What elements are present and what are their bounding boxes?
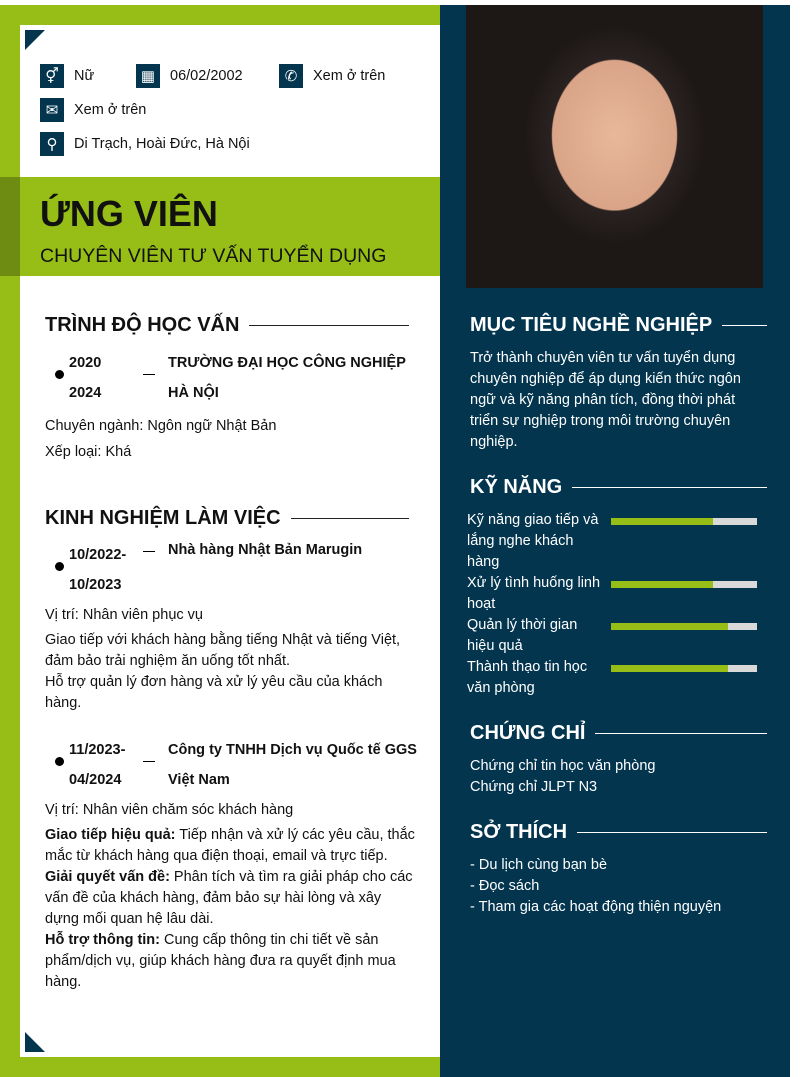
skills-list	[467, 510, 757, 699]
certificate-item: Chứng chỉ tin học văn phòng	[470, 758, 656, 774]
corner-decoration	[25, 1032, 45, 1052]
job-dates	[69, 735, 125, 795]
hobbies-list	[470, 855, 721, 918]
skill-bar-fill	[611, 518, 713, 525]
school-line: HÀ NỘI	[168, 385, 219, 401]
grade: Xếp loại: Khá	[45, 444, 132, 460]
phone-icon: ✆	[279, 64, 303, 88]
company-line: Công ty TNHH Dịch vụ Quốc tế GGS	[168, 742, 417, 758]
hobby-item: - Tham gia các hoạt động thiện nguyện	[470, 899, 722, 915]
education-title: TRÌNH ĐỘ HỌC VẤN	[45, 314, 240, 336]
hobby-item: - Du lịch cùng bạn bè	[470, 857, 608, 873]
school-line: TRƯỜNG ĐẠI HỌC CÔNG NGHIỆP	[168, 355, 406, 371]
job-item	[45, 825, 415, 867]
start-date: 2020	[69, 355, 102, 371]
contact-gender	[40, 64, 94, 88]
gender-icon: ⚥	[40, 64, 64, 88]
skill-item	[467, 657, 757, 699]
job-details	[45, 605, 415, 714]
item-text: Tiếp nhận và xử lý các yêu cầu, thắc mắc từ khách hàng qua điện thoại, email và trực tiếp.	[45, 827, 415, 864]
skill-bar-fill	[611, 665, 728, 672]
skill-bar	[611, 665, 757, 672]
school-name	[168, 348, 406, 408]
certificates-list	[470, 756, 655, 798]
hobby-item: - Đọc sách	[470, 878, 540, 894]
education-heading	[45, 314, 409, 337]
end-date: 2024	[69, 385, 102, 401]
skill-bar	[611, 518, 757, 525]
skill-label: Quản lý thời gian hiệu quả	[467, 617, 578, 654]
education-details	[45, 413, 276, 465]
hobbies-heading	[470, 821, 767, 844]
dash	[143, 374, 155, 375]
dash	[143, 761, 155, 762]
location-pin-icon: ⚲	[40, 132, 64, 156]
contact-phone	[279, 64, 385, 88]
objective-title: MỤC TIÊU NGHỀ NGHIỆP	[470, 314, 713, 336]
skill-bar-fill	[611, 581, 713, 588]
skill-bar-fill	[611, 623, 728, 630]
skills-heading	[470, 476, 767, 499]
divider	[249, 325, 409, 326]
divider	[722, 325, 767, 326]
certificate-item: Chứng chỉ JLPT N3	[470, 779, 598, 795]
certificates-heading	[470, 722, 767, 745]
email-icon: ✉	[40, 98, 64, 122]
divider	[572, 487, 767, 488]
end-date: 10/2023	[69, 577, 122, 593]
skill-label: Kỹ năng giao tiếp và lắng nghe khách hàng	[467, 512, 599, 570]
start-date: 11/2023-	[69, 742, 126, 758]
birthday-text: 06/02/2002	[170, 68, 243, 84]
job-dates	[69, 540, 126, 600]
experience-heading	[45, 507, 409, 530]
job-position: Vị trí: Nhân viên phục vụ	[45, 607, 203, 623]
certificates-title: CHỨNG CHỈ	[470, 722, 586, 744]
job-details	[45, 800, 415, 993]
gender-text: Nữ	[74, 68, 95, 84]
divider	[595, 733, 767, 734]
address-text: Di Trạch, Hoài Đức, Hà Nội	[74, 136, 250, 152]
hobbies-title: SỞ THÍCH	[470, 821, 568, 843]
skill-label: Thành thạo tin học văn phòng	[467, 659, 588, 696]
contact-birthday	[136, 64, 243, 88]
education-dates	[69, 348, 101, 408]
candidate-name: ỨNG VIÊN	[40, 193, 218, 234]
skill-bar	[611, 623, 757, 630]
candidate-role: CHUYÊN VIÊN TƯ VẤN TUYỂN DỤNG	[40, 245, 387, 267]
contact-address	[40, 132, 250, 156]
email-text: Xem ở trên	[74, 102, 147, 118]
divider	[291, 518, 409, 519]
job-desc: Hỗ trợ quản lý đơn hàng và xử lý yêu cầu của khách hàng.	[45, 674, 383, 711]
objective-heading	[470, 314, 767, 337]
header-band-accent	[0, 177, 20, 276]
company-name	[168, 735, 417, 795]
corner-decoration	[25, 30, 45, 50]
timeline-dot	[55, 562, 64, 571]
item-label: Hỗ trợ thông tin:	[45, 932, 160, 948]
objective-text: Trở thành chuyên viên tư vấn tuyển dụng chuyên nghiệp để áp dụng kiến thức ngôn ngữ và kỹ năng phân tích, đồng thời phát triển sự nghiệp trong môi trường chuyên nghiệp.	[470, 350, 741, 450]
skill-label: Xử lý tình huống linh hoạt	[467, 575, 601, 612]
skills-title: KỸ NĂNG	[470, 476, 563, 498]
skill-item	[467, 573, 757, 615]
phone-text: Xem ở trên	[313, 68, 386, 84]
job-desc: Giao tiếp với khách hàng bằng tiếng Nhật và tiếng Việt, đảm bảo trải nghiệm ăn uống tốt nhất.	[45, 632, 401, 669]
experience-title: KINH NGHIỆM LÀM VIỆC	[45, 507, 281, 529]
profile-photo	[466, 5, 763, 288]
skill-item	[467, 510, 757, 573]
company-name: Nhà hàng Nhật Bản Marugin	[168, 542, 363, 558]
item-text: Phân tích và tìm ra giải pháp cho các vấn đề của khách hàng, đảm bảo sự hài lòng và xây dựng mối quan hệ lâu dài.	[45, 869, 413, 927]
job-item	[45, 867, 415, 930]
item-label: Giải quyết vấn đề:	[45, 869, 170, 885]
divider	[577, 832, 767, 833]
skill-bar	[611, 581, 757, 588]
timeline-dot	[55, 370, 64, 379]
job-position: Vị trí: Nhân viên chăm sóc khách hàng	[45, 802, 294, 818]
calendar-icon: ▦	[136, 64, 160, 88]
timeline-dot	[55, 757, 64, 766]
skill-item	[467, 615, 757, 657]
major: Chuyên ngành: Ngôn ngữ Nhật Bản	[45, 418, 277, 434]
end-date: 04/2024	[69, 772, 122, 788]
item-text: Cung cấp thông tin chi tiết về sản phẩm/dịch vụ, giúp khách hàng đưa ra quyết định mua hàng.	[45, 932, 396, 990]
company-line: Việt Nam	[168, 772, 230, 788]
start-date: 10/2022-	[69, 547, 127, 563]
job-item	[45, 930, 415, 993]
dash	[143, 551, 155, 552]
item-label: Giao tiếp hiệu quả:	[45, 827, 176, 843]
contact-email	[40, 98, 146, 122]
